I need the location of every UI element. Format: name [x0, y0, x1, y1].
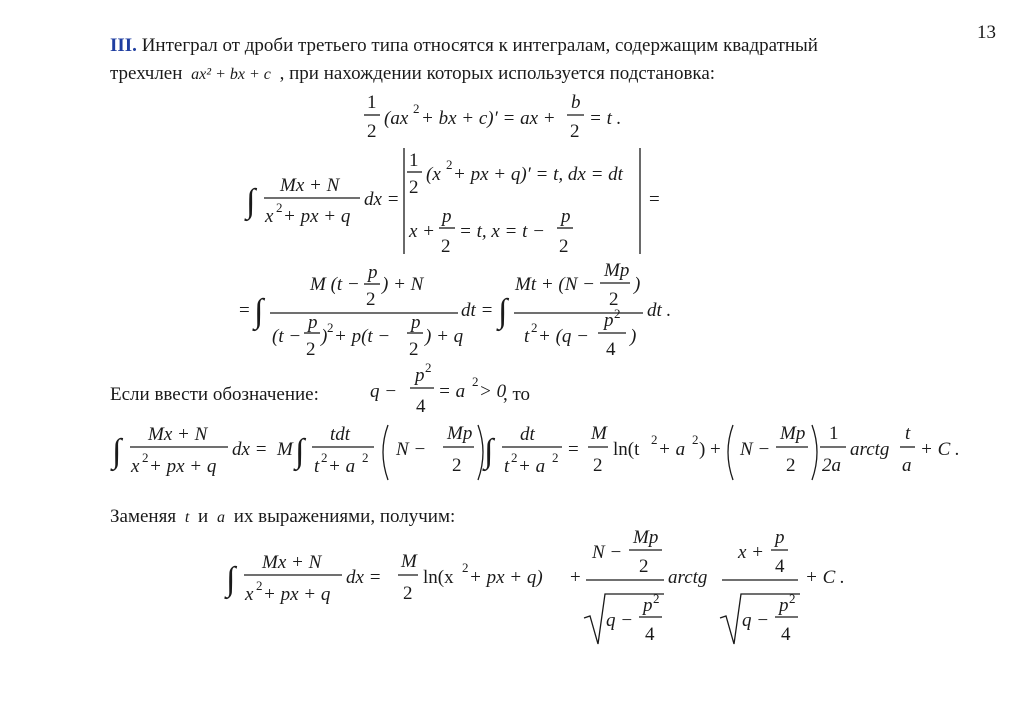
svg-text:N −: N − [740, 439, 771, 460]
svg-text:2: 2 [366, 289, 376, 310]
svg-text:Mx + N: Mx + N [262, 552, 322, 573]
intro-text-1: Интеграл от дроби третьего типа относятся к интегралам, содержащим квадратный [141, 35, 818, 56]
notation-line [110, 381, 319, 409]
svg-text:M: M [591, 423, 607, 444]
svg-text:): ) [699, 439, 706, 460]
svg-text:) + q: ) + q [425, 326, 464, 347]
svg-text:p: p [561, 206, 571, 227]
replace-text-and: и [198, 506, 209, 527]
svg-text:2: 2 [306, 339, 316, 360]
svg-text:p: p [643, 595, 653, 616]
svg-text:2: 2 [570, 121, 580, 142]
svg-text:p: p [604, 310, 614, 331]
svg-text:Mx + N: Mx + N [280, 175, 340, 196]
svg-text:2: 2 [789, 591, 796, 606]
svg-text:dt .: dt . [647, 300, 672, 321]
svg-text:2: 2 [653, 591, 660, 606]
svg-text:2: 2 [472, 374, 479, 389]
svg-text:2: 2 [142, 450, 149, 465]
page-number: 13 [977, 22, 996, 43]
svg-text:= t .: = t . [589, 108, 622, 129]
svg-text:dt: dt [520, 424, 535, 445]
svg-text:= a: = a [438, 381, 466, 402]
svg-text:dx =: dx = [346, 567, 382, 588]
svg-text:+ a: + a [658, 439, 686, 460]
svg-text:+: + [570, 567, 581, 588]
svg-text:b: b [571, 92, 581, 113]
svg-text:N −: N − [396, 439, 427, 460]
svg-text:4: 4 [416, 396, 426, 417]
svg-text:2: 2 [409, 177, 419, 198]
svg-text:4: 4 [645, 624, 655, 645]
svg-text:2: 2 [425, 360, 432, 375]
svg-text:x +: x + [409, 221, 436, 242]
trinomial-inline: ax² + bx + c [191, 66, 271, 83]
integral-substitution-equation [244, 148, 660, 257]
svg-text:p: p [442, 206, 452, 227]
svg-text:1: 1 [829, 423, 839, 444]
svg-text:> 0: > 0 [479, 381, 507, 402]
svg-text:2: 2 [651, 432, 658, 447]
svg-text:+ C .: + C . [805, 567, 845, 588]
svg-text:+ px + q: + px + q [283, 206, 351, 227]
svg-text:dt =: dt = [461, 300, 494, 321]
svg-text:M: M [277, 439, 293, 460]
final-result-equation [224, 527, 845, 645]
svg-text:2: 2 [552, 450, 559, 465]
svg-text:Mp: Mp [780, 423, 806, 444]
svg-text:+ px + q)′ = t, dx = dt: + px + q)′ = t, dx = dt [453, 164, 623, 185]
svg-text:p: p [368, 262, 378, 283]
svg-text:q −: q − [370, 381, 398, 402]
svg-text:2: 2 [609, 289, 619, 310]
svg-text:=: = [239, 300, 250, 321]
svg-text:∫: ∫ [246, 183, 256, 220]
general-result-equation [110, 423, 960, 480]
svg-text:(t −: (t − [272, 326, 302, 347]
svg-text:+ a: + a [518, 456, 546, 477]
svg-text:2: 2 [409, 339, 419, 360]
svg-text:2: 2 [639, 556, 649, 577]
svg-text:2: 2 [321, 450, 328, 465]
svg-text:2: 2 [531, 320, 538, 335]
section-roman-numeral: III. [110, 35, 137, 56]
svg-text:∫: ∫ [484, 433, 494, 470]
svg-text:): ) [634, 274, 641, 295]
notation-math [370, 360, 507, 417]
svg-text:) + N: ) + N [382, 274, 424, 295]
intro-text-2a: трехчлен [110, 63, 183, 84]
svg-text:∫: ∫ [112, 433, 122, 470]
replace-var-t: t [184, 509, 190, 526]
svg-text:2: 2 [559, 236, 569, 257]
svg-text:2: 2 [614, 306, 621, 321]
svg-text:t: t [314, 456, 320, 477]
replace-var-a: a [216, 509, 225, 526]
svg-text:M (t −: M (t − [310, 274, 360, 295]
svg-text:p: p [308, 312, 318, 333]
svg-text:ln(t: ln(t [613, 439, 640, 460]
svg-text:(x: (x [426, 164, 441, 185]
svg-text:4: 4 [781, 624, 791, 645]
svg-text:2a: 2a [822, 455, 841, 476]
svg-text:2: 2 [786, 455, 796, 476]
substitution-equation [364, 92, 621, 142]
svg-text:2: 2 [511, 450, 518, 465]
svg-text:+: + [710, 439, 721, 460]
notation-text: Если ввести обозначение: [110, 384, 319, 405]
svg-text:∫: ∫ [295, 433, 305, 470]
notation-then [503, 381, 530, 409]
svg-text:+ px + q: + px + q [263, 584, 331, 605]
svg-text:tdt: tdt [330, 424, 351, 445]
svg-text:+ px + q): + px + q) [469, 567, 543, 588]
svg-text:2: 2 [462, 560, 469, 575]
svg-text:+ px + q: + px + q [149, 456, 217, 477]
svg-text:ln(x: ln(x [423, 567, 454, 588]
svg-text:t: t [504, 456, 510, 477]
svg-text:4: 4 [775, 556, 785, 577]
svg-text:+ bx + c)′ = ax +: + bx + c)′ = ax + [421, 108, 556, 129]
svg-text:2: 2 [692, 432, 699, 447]
svg-text:+ p(t −: + p(t − [334, 326, 391, 347]
svg-text:dx =: dx = [364, 189, 400, 210]
svg-text:2: 2 [403, 583, 413, 604]
svg-text:x: x [265, 206, 274, 227]
svg-text:M: M [401, 551, 417, 572]
svg-text:4: 4 [606, 339, 616, 360]
notation-then-text: , то [503, 384, 531, 405]
svg-text:=: = [649, 189, 660, 210]
svg-text:Mp: Mp [633, 527, 659, 548]
svg-text:+ (q −: + (q − [538, 326, 589, 347]
svg-text:arctg: arctg [850, 439, 890, 460]
svg-text:a: a [902, 455, 912, 476]
svg-text:t: t [905, 423, 911, 444]
svg-text:x: x [131, 456, 140, 477]
svg-text:2: 2 [362, 450, 369, 465]
svg-text:∫: ∫ [226, 561, 236, 598]
transformed-integral-equation [239, 260, 671, 360]
svg-text:1: 1 [409, 150, 419, 171]
svg-text:arctg: arctg [668, 567, 708, 588]
svg-text:+ a: + a [328, 456, 356, 477]
svg-text:p: p [779, 595, 789, 616]
replace-text-b: их выражениями, получим: [233, 506, 456, 527]
svg-text:Mp: Mp [604, 260, 630, 281]
svg-text:1: 1 [367, 92, 377, 113]
svg-text:): ) [630, 326, 637, 347]
svg-text:2: 2 [413, 101, 420, 116]
svg-text:dx =: dx = [232, 439, 268, 460]
intro-text-2b: , при нахождении которых используется подстановка: [279, 63, 716, 84]
svg-text:q −: q − [606, 610, 634, 631]
svg-text:2: 2 [593, 455, 603, 476]
svg-text:(ax: (ax [384, 108, 409, 129]
svg-text:N −: N − [592, 542, 623, 563]
replace-text-a: Заменяя [110, 506, 177, 527]
svg-text:2: 2 [367, 121, 377, 142]
svg-text:t: t [524, 326, 530, 347]
replace-line [110, 503, 455, 532]
svg-text:=: = [568, 439, 579, 460]
svg-text:2: 2 [276, 200, 283, 215]
svg-text:Mx + N: Mx + N [148, 424, 208, 445]
svg-text:2: 2 [256, 578, 263, 593]
svg-text:Mt + (N −: Mt + (N − [515, 274, 595, 295]
svg-text:+ C .: + C . [920, 439, 960, 460]
svg-text:2: 2 [441, 236, 451, 257]
svg-text:p: p [411, 312, 421, 333]
svg-text:2: 2 [446, 157, 453, 172]
svg-text:2: 2 [452, 455, 462, 476]
svg-text:∫: ∫ [254, 293, 264, 330]
svg-text:q −: q − [742, 610, 770, 631]
svg-text:p: p [415, 365, 425, 386]
svg-text:= t, x = t −: = t, x = t − [459, 221, 545, 242]
svg-text:x: x [245, 584, 254, 605]
svg-text:x +: x + [738, 542, 765, 563]
svg-text:Mp: Mp [447, 423, 473, 444]
svg-text:): ) [321, 326, 328, 347]
svg-text:∫: ∫ [498, 293, 508, 330]
svg-text:p: p [775, 527, 785, 548]
svg-text:2: 2 [327, 320, 334, 335]
